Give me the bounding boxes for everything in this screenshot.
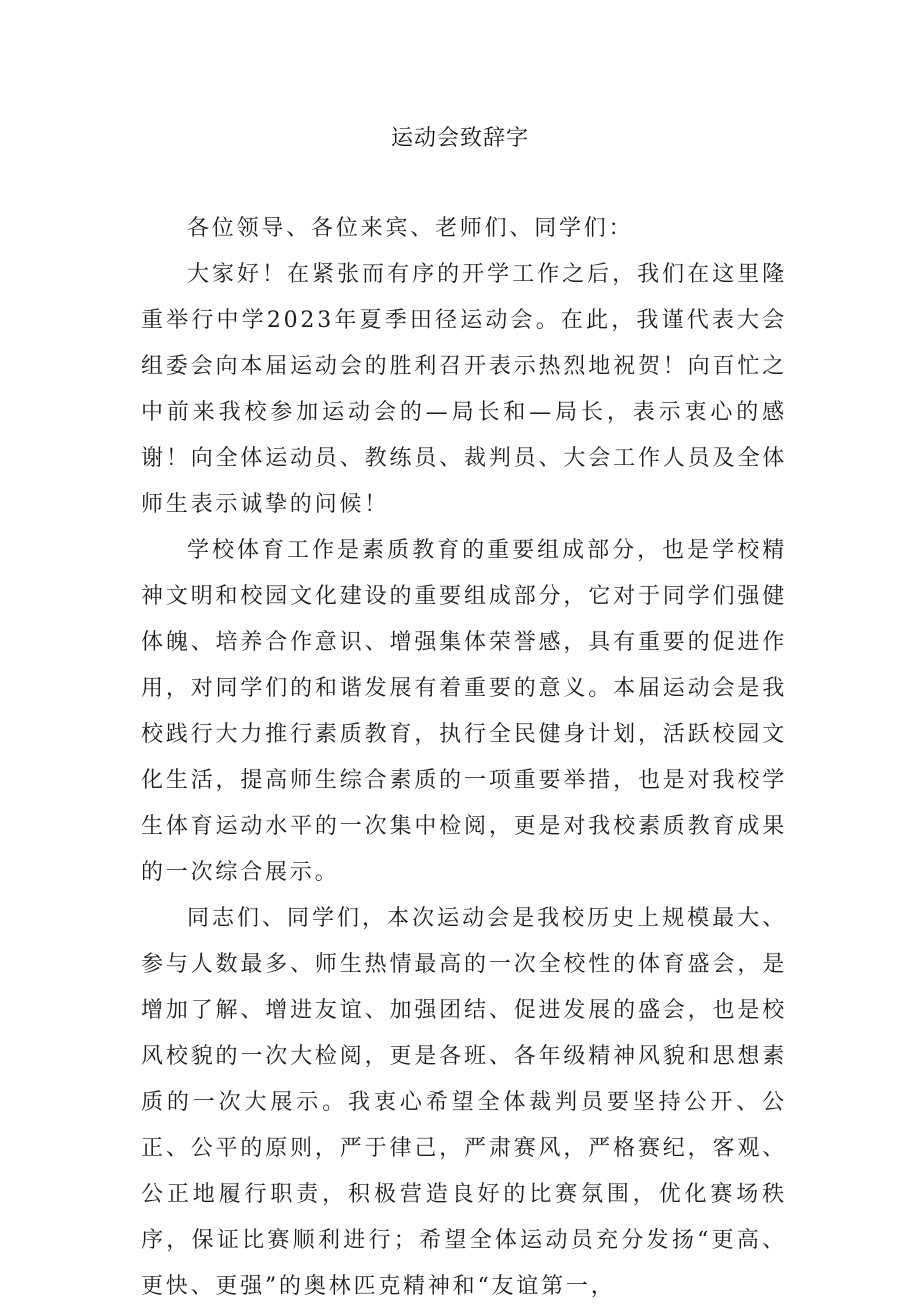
salutation-paragraph: 各位领导、各位来宾、老师们、同学们： [187,216,634,241]
sports-education-paragraph: 学校体育工作是素质教育的重要组成部分，也是学校精神文明和校园文化建设的重要组成部分，它对于同学们强健体魄、培养合作意识、增强集体荣誉感，具有重要的促进作用，对同学们的和谐发展有着重要的意义。本届运动会是我校践行大力推行素质教育，执行全民健身计划，活跃校园文化生活，提高师生综合素质的一项重要举措，也是对我校学生体育运动水平的一次集中检阅，更是对我校素质教育成果的一次综合展示。 [141,538,787,885]
document-title: 运动会致辞字 [390,126,529,151]
expectations-paragraph: 同志们、同学们，本次运动会是我校历史上规模最大、参与人数最多、师生热情最高的一次全校性的体育盛会，是增加了解、增进友谊、加强团结、促进发展的盛会，也是校风校貌的一次大检阅，更是各班、各年级精神风貌和思想素质的一次大展示。我衷心希望全体裁判员要坚持公开、公正、公平的原则，严于律己，严肃赛风，严格赛纪，客观、公正地履行职责，积极营造良好的比赛氛围，优化赛场秩序，保证比赛顺利进行；希望全体运动员充分发扬“更高、更快、更强”的奥林匹克精神和“友谊第一， [141,906,787,1299]
document-body [141,206,787,1310]
greeting-paragraph: 大家好！在紧张而有序的开学工作之后，我们在这里隆重举行中学2023年夏季田径运动会。在此，我谨代表大会组委会向本届运动会的胜利召开表示热烈地祝贺！向百忙之中前来我校参加运动会的—局长和—局长，表示衷心的感谢！向全体运动员、教练员、裁判员、大会工作人员及全体师生表示诚挚的问候！ [141,262,787,517]
